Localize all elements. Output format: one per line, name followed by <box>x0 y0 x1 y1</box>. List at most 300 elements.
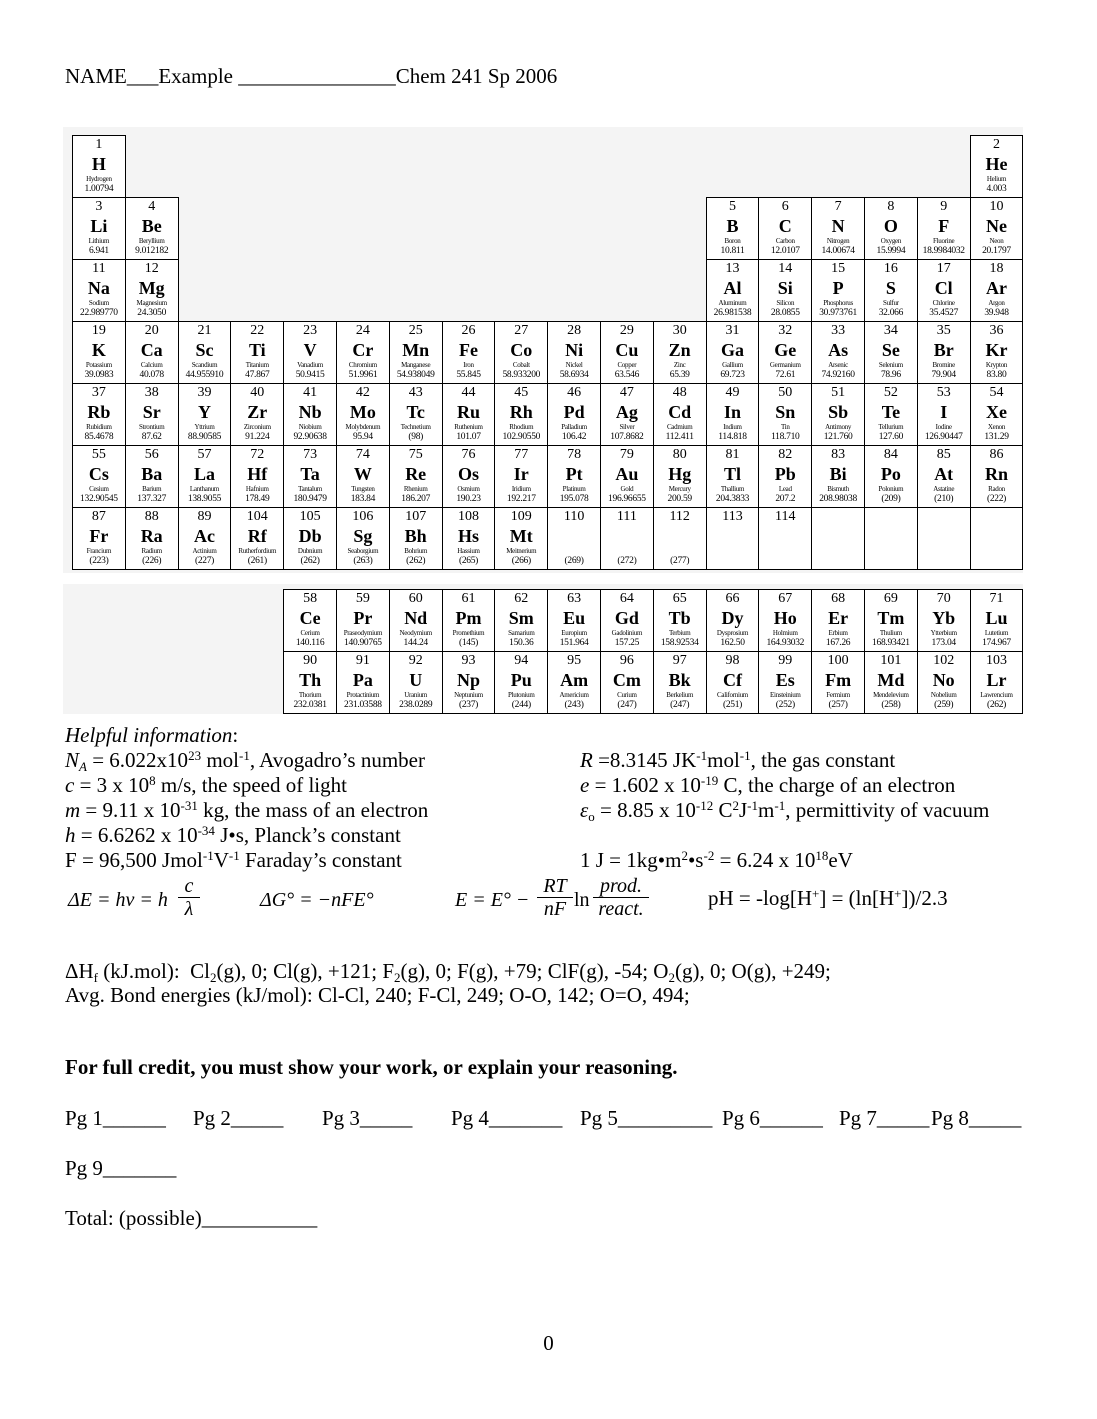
element-cell-ba <box>125 445 179 508</box>
element-name: Ytterbium <box>930 629 957 637</box>
element-symbol: Bh <box>404 526 427 546</box>
element-name: Lanthanum <box>189 485 220 493</box>
element-cell-w <box>336 445 390 508</box>
element-cell-bk <box>653 651 707 714</box>
element-symbol: Pb <box>774 464 796 484</box>
element-name: Magnesium <box>136 299 167 307</box>
element-cell-i <box>917 383 971 446</box>
element-mass: 190.23 <box>456 494 481 504</box>
element-name: Rhenium <box>403 485 428 493</box>
element-name: Ruthenium <box>454 423 483 431</box>
element-number: 107 <box>405 509 427 524</box>
element-name: Nickel <box>565 361 583 369</box>
element-mass: 208.98038 <box>819 494 857 504</box>
element-number: 5 <box>728 199 736 214</box>
element-mass: (262) <box>986 700 1007 710</box>
element-mass: 106.42 <box>561 432 587 442</box>
element-name: Carbon <box>775 237 795 245</box>
element-symbol: Mo <box>349 402 376 422</box>
element-name: Fermium <box>826 691 850 699</box>
element-cell-re <box>389 445 443 508</box>
element-name: Rutherfordium <box>238 547 277 555</box>
element-name: Neon <box>989 237 1004 245</box>
element-number: 60 <box>408 591 423 606</box>
element-number: 45 <box>514 385 529 400</box>
element-number: 17 <box>936 261 951 276</box>
element-cell-zr <box>230 383 284 446</box>
element-symbol: P <box>832 278 844 298</box>
element-number: 82 <box>778 447 793 462</box>
element-number: 24 <box>355 323 370 338</box>
element-name: Chlorine <box>932 299 955 307</box>
element-name: Platinum <box>562 485 586 493</box>
element-name: Terbium <box>668 629 691 637</box>
element-symbol: Ru <box>456 402 480 422</box>
element-symbol: Br <box>933 340 954 360</box>
element-name: Strontium <box>139 423 165 431</box>
gas-constant-line: R =8.3145 $JK^{-1}mol^{-1}$, the gas constant <box>580 747 896 772</box>
element-number: 98 <box>725 653 740 668</box>
element-cell-f <box>917 197 971 260</box>
element-cell-fr <box>72 507 126 570</box>
element-mass: 44.955910 <box>185 370 224 380</box>
grade-pg6: Pg 6______ <box>722 1106 823 1130</box>
element-mass: 231.03588 <box>344 700 382 710</box>
element-number: 66 <box>725 591 740 606</box>
element-symbol: Sc <box>195 340 214 360</box>
element-number: 94 <box>514 653 529 668</box>
element-cell-bh <box>389 507 443 570</box>
element-mass: 158.92534 <box>660 638 699 648</box>
element-number: 8 <box>887 199 895 214</box>
element-name: Radium <box>141 547 162 555</box>
element-mass: 127.60 <box>878 432 904 442</box>
grade-pg7: Pg 7_____ <box>839 1106 930 1130</box>
element-number: 41 <box>303 385 318 400</box>
c-over-lambda: $\frac{c}{\lambda}$ <box>178 875 200 920</box>
element-symbol: Ca <box>140 340 163 360</box>
element-symbol: Ra <box>140 526 163 546</box>
element-symbol: Rb <box>87 402 111 422</box>
element-mass: 39.948 <box>984 308 1009 318</box>
element-number: 16 <box>883 261 898 276</box>
element-mass: 30.973761 <box>819 308 857 318</box>
element-mass: 18.9984032 <box>922 246 965 256</box>
element-name: Helium <box>986 175 1007 183</box>
element-symbol: Os <box>457 464 479 484</box>
element-number: 22 <box>250 323 265 338</box>
element-name: Samarium <box>508 629 535 637</box>
element-name: Gallium <box>722 361 743 369</box>
element-mass: (257) <box>828 700 848 710</box>
element-mass: (252) <box>775 700 795 710</box>
element-cell-b <box>706 197 760 260</box>
element-mass: 232.0381 <box>293 700 327 710</box>
element-number: 57 <box>197 447 212 462</box>
element-name: Potassium <box>85 361 112 369</box>
element-cell-ge <box>758 321 812 384</box>
element-name: Radon <box>988 485 1005 493</box>
element-name: Silicon <box>776 299 795 307</box>
element-number: 106 <box>352 509 374 524</box>
element-cell-pr <box>336 589 390 652</box>
element-symbol: Se <box>881 340 900 360</box>
element-cell-114 <box>758 507 812 570</box>
element-number: 114 <box>775 509 796 524</box>
element-mass: (259) <box>934 700 954 710</box>
element-symbol: Ge <box>774 340 797 360</box>
element-cell-112 <box>653 507 707 570</box>
element-number: 76 <box>461 447 476 462</box>
element-cell-na <box>72 259 126 322</box>
element-cell-cl <box>917 259 971 322</box>
element-mass: 157.25 <box>614 638 640 648</box>
element-number: 92 <box>408 653 423 668</box>
element-mass: 9.012182 <box>135 246 169 256</box>
element-name: Tantalum <box>298 485 323 493</box>
element-number: 2 <box>992 137 1000 152</box>
element-symbol: Li <box>90 216 108 236</box>
element-symbol: Pd <box>563 402 585 422</box>
element-symbol: Eu <box>563 608 586 628</box>
element-symbol: Be <box>141 216 162 236</box>
element-mass: 196.96655 <box>608 494 646 504</box>
element-symbol: Tm <box>877 608 905 628</box>
element-mass: 118.710 <box>771 432 800 442</box>
element-mass: (269) <box>564 556 584 566</box>
element-name: Bismuth <box>827 485 849 493</box>
element-number: 79 <box>619 447 634 462</box>
element-name: Phosphorus <box>823 299 853 307</box>
element-cell-au <box>600 445 654 508</box>
element-cell-rb <box>72 383 126 446</box>
element-mass: 91.224 <box>245 432 270 442</box>
element-cell-rh <box>494 383 548 446</box>
element-symbol: Md <box>877 670 905 690</box>
helpful-info-heading: Helpful information: <box>65 723 239 747</box>
grade-pg9: Pg 9_______ <box>65 1156 177 1180</box>
element-mass: 151.964 <box>559 638 589 648</box>
element-number: 38 <box>144 385 159 400</box>
element-cell-p <box>811 259 865 322</box>
element-mass: 140.90765 <box>344 638 382 648</box>
element-symbol: Lr <box>986 670 1007 690</box>
element-mass: 131.29 <box>984 432 1009 442</box>
element-number: 104 <box>246 509 268 524</box>
element-symbol: Zr <box>247 402 268 422</box>
element-symbol: As <box>828 340 849 360</box>
element-mass: 24.3050 <box>137 308 167 318</box>
element-cell-be <box>125 197 179 260</box>
element-symbol: Fm <box>825 670 852 690</box>
element-mass: (98) <box>408 432 424 442</box>
element-symbol: Rf <box>247 526 267 546</box>
grade-pg5: Pg 5_________ <box>580 1106 713 1130</box>
element-symbol: Tl <box>723 464 741 484</box>
speed-of-light-line: c = 3 x $10^8$ m/s, the speed of light <box>65 772 347 797</box>
element-mass: 138.9055 <box>187 494 222 504</box>
element-cell-li <box>72 197 126 260</box>
element-name: Seaborgium <box>347 547 379 555</box>
element-cell-md <box>864 651 918 714</box>
element-number: 42 <box>355 385 370 400</box>
element-symbol: Ne <box>985 216 1007 236</box>
element-number: 65 <box>672 591 687 606</box>
element-symbol: Al <box>723 278 742 298</box>
element-symbol: V <box>303 340 317 360</box>
element-mass: 20.1797 <box>982 246 1011 256</box>
element-number: 29 <box>619 323 634 338</box>
element-name: Beryllium <box>138 237 165 245</box>
element-number: 70 <box>936 591 951 606</box>
element-symbol: Ho <box>773 608 797 628</box>
element-number: 34 <box>883 323 898 338</box>
element-symbol: Xe <box>985 402 1007 422</box>
element-symbol: Cf <box>722 670 742 690</box>
element-mass: 186.207 <box>401 494 431 504</box>
element-name: Yttrium <box>194 423 215 431</box>
element-number: 88 <box>144 509 159 524</box>
element-mass: (226) <box>142 556 162 566</box>
element-mass: (258) <box>881 700 901 710</box>
nernst-equation-left: E = E° − <box>455 889 530 911</box>
element-cell-pd <box>547 383 601 446</box>
element-name: Technetium <box>400 423 431 431</box>
element-cell-fe <box>442 321 496 384</box>
element-symbol: Ti <box>248 340 266 360</box>
element-name: Rhodium <box>509 423 534 431</box>
element-number: 102 <box>933 653 955 668</box>
element-cell-o <box>864 197 918 260</box>
element-number: 53 <box>936 385 951 400</box>
element-number: 27 <box>514 323 529 338</box>
element-symbol: Er <box>828 608 849 628</box>
element-cell-cr <box>336 321 390 384</box>
grade-pg2: Pg 2_____ <box>193 1106 284 1130</box>
element-symbol: Re <box>405 464 427 484</box>
element-number: 59 <box>355 591 370 606</box>
element-number: 109 <box>510 509 532 524</box>
element-symbol: Sg <box>353 526 373 546</box>
element-symbol: Ac <box>193 526 215 546</box>
element-cell-no <box>917 651 971 714</box>
element-cell-tm <box>864 589 918 652</box>
grade-total: Total: (possible)___________ <box>65 1206 318 1230</box>
element-mass: (277) <box>670 556 690 566</box>
element-name: Praseodymium <box>343 629 383 637</box>
element-mass: (244) <box>511 700 531 710</box>
element-mass: 102.90550 <box>502 432 541 442</box>
element-number: 15 <box>831 261 846 276</box>
element-mass: 101.07 <box>456 432 481 442</box>
element-mass: (227) <box>194 556 215 566</box>
element-number: 85 <box>936 447 951 462</box>
element-name: Iron <box>463 361 474 369</box>
element-name: Krypton <box>985 361 1008 369</box>
element-cell-eu <box>547 589 601 652</box>
element-symbol: I <box>940 402 948 422</box>
element-mass: 14.00674 <box>821 246 855 256</box>
element-mass: (265) <box>458 556 479 566</box>
element-mass: 10.811 <box>720 246 745 256</box>
element-mass: (209) <box>881 494 901 504</box>
element-number: 89 <box>197 509 212 524</box>
element-name: Lithium <box>88 237 110 245</box>
element-name: Hydrogen <box>86 175 112 183</box>
element-cell-lu <box>970 589 1024 652</box>
element-name: Manganese <box>401 361 431 369</box>
element-mass: 92.90638 <box>293 432 327 442</box>
element-symbol: At <box>934 464 954 484</box>
element-name: Cadmium <box>666 423 693 431</box>
element-mass: 174.967 <box>982 638 1011 648</box>
element-number: 91 <box>355 653 370 668</box>
element-symbol: Rn <box>984 464 1008 484</box>
element-cell-pm <box>442 589 496 652</box>
element-mass: 207.2 <box>775 494 796 504</box>
element-cell-xe <box>970 383 1024 446</box>
element-name: Dubnium <box>297 547 323 555</box>
element-cell-mn <box>389 321 443 384</box>
element-cell-es <box>758 651 812 714</box>
grade-pg4: Pg 4_______ <box>451 1106 563 1130</box>
element-cell-al <box>706 259 760 322</box>
element-name: Bohrium <box>404 547 428 555</box>
element-number: 47 <box>619 385 634 400</box>
element-cell-s <box>864 259 918 322</box>
element-name: Copper <box>617 361 637 369</box>
element-cell-db <box>283 507 337 570</box>
element-number: 13 <box>725 261 740 276</box>
element-name: Barium <box>142 485 162 493</box>
element-name: Protactinium <box>346 691 380 699</box>
element-mass: 238.0289 <box>399 700 433 710</box>
element-cell-cd <box>653 383 707 446</box>
element-mass: 204.3833 <box>715 494 750 504</box>
element-symbol: Sr <box>142 402 161 422</box>
element-number: 72 <box>250 447 265 462</box>
element-mass: 183.84 <box>350 494 376 504</box>
element-symbol: Ce <box>299 608 321 628</box>
element-number: 30 <box>672 323 687 338</box>
element-number: 52 <box>883 385 898 400</box>
element-cell-gd <box>600 589 654 652</box>
element-name: Americium <box>559 691 589 699</box>
element-number: 81 <box>725 447 740 462</box>
element-name: Dysprosium <box>716 629 749 637</box>
element-name: Actinium <box>192 547 217 555</box>
element-number: 50 <box>778 385 793 400</box>
element-symbol: C <box>778 216 792 236</box>
element-symbol: Mg <box>138 278 165 298</box>
element-mass: 6.941 <box>88 246 109 256</box>
element-symbol: W <box>353 464 372 484</box>
element-cell-zn <box>653 321 707 384</box>
element-symbol: Th <box>299 670 322 690</box>
element-cell-ce <box>283 589 337 652</box>
element-mass: (243) <box>564 700 584 710</box>
element-mass: (210) <box>934 494 954 504</box>
element-mass: 54.938049 <box>396 370 435 380</box>
element-number: 95 <box>567 653 582 668</box>
element-number: 93 <box>461 653 476 668</box>
element-name: Aluminum <box>718 299 747 307</box>
element-symbol: Ba <box>141 464 163 484</box>
element-symbol: Ga <box>720 340 744 360</box>
element-name: Cobalt <box>512 361 530 369</box>
element-mass: 88.90585 <box>187 432 222 442</box>
element-name: Zirconium <box>243 423 271 431</box>
element-symbol: Rh <box>509 402 533 422</box>
element-name: Xenon <box>987 423 1006 431</box>
element-cell-ho <box>758 589 812 652</box>
element-number: 14 <box>778 261 793 276</box>
element-name: Nobelium <box>930 691 957 699</box>
element-name: Sodium <box>88 299 109 307</box>
element-number: 28 <box>567 323 582 338</box>
element-cell-co <box>494 321 548 384</box>
element-number: 101 <box>880 653 902 668</box>
element-mass: (262) <box>300 556 320 566</box>
element-mass: 121.760 <box>823 432 853 442</box>
element-mass: (272) <box>617 556 637 566</box>
element-name: Molybdenum <box>345 423 381 431</box>
element-mass: 78.96 <box>880 370 901 380</box>
element-cell-sr <box>125 383 179 446</box>
element-name: Lutetium <box>984 629 1009 637</box>
element-symbol: Fe <box>459 340 478 360</box>
element-number: 113 <box>722 509 743 524</box>
element-name: Lead <box>778 485 792 493</box>
element-name: Hafnium <box>245 485 269 493</box>
element-cell-ga <box>706 321 760 384</box>
element-symbol: Ni <box>565 340 584 360</box>
element-mass: 178.49 <box>245 494 270 504</box>
element-symbol: Cs <box>88 464 109 484</box>
element-mass: 55.845 <box>456 370 481 380</box>
element-number: 56 <box>144 447 159 462</box>
element-mass: 69.723 <box>720 370 745 380</box>
element-number: 71 <box>989 591 1004 606</box>
element-name: Neodymium <box>399 629 432 637</box>
element-number: 64 <box>619 591 634 606</box>
element-mass: 65.39 <box>669 370 690 380</box>
element-mass: 107.8682 <box>610 432 644 442</box>
element-name: Promethium <box>452 629 485 637</box>
element-number: 78 <box>567 447 582 462</box>
element-number: 4 <box>148 199 156 214</box>
element-mass: 150.36 <box>509 638 534 648</box>
element-name: Uranium <box>404 691 428 699</box>
element-symbol: Na <box>87 278 110 298</box>
element-name: Germanium <box>769 361 801 369</box>
element-mass: 162.50 <box>720 638 745 648</box>
element-symbol: Bi <box>829 464 847 484</box>
element-number: 10 <box>989 199 1004 214</box>
element-symbol: Sm <box>508 608 534 628</box>
element-cell-cu <box>600 321 654 384</box>
element-symbol: Te <box>881 402 901 422</box>
element-number: 54 <box>989 385 1004 400</box>
element-number: 77 <box>514 447 529 462</box>
grade-pg1: Pg 1______ <box>65 1106 166 1130</box>
energy-equation: ΔE = hν = h <box>68 889 168 911</box>
element-cell-si <box>758 259 812 322</box>
element-mass: 40.078 <box>139 370 164 380</box>
element-number: 21 <box>197 323 212 338</box>
element-symbol: B <box>726 216 739 236</box>
element-cell-lr <box>970 651 1024 714</box>
